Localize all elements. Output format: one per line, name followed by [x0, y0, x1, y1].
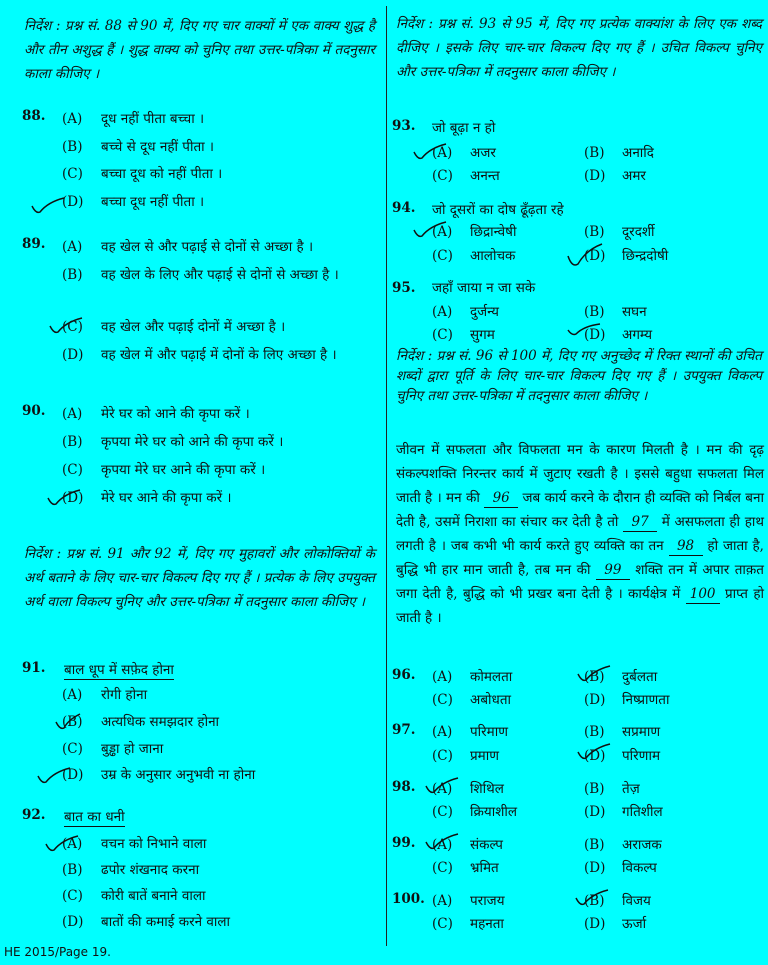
option-a[interactable]: (A) कोमलता	[432, 669, 513, 685]
option-b[interactable]: (B) दूरदर्शी	[584, 224, 655, 240]
option-a[interactable]: (A) दुर्जन्य	[432, 304, 499, 320]
instructions-93-95: निर्देश : प्रश्न सं. 93 से 95 में, दिए गए प्रत्येक वाक्यांश के लिए एक शब्द दीजिए । इसके लिए चार-चार विकल्प दिए गए हैं । उचित विकल्प चुनिए और उत्तर-पत्रिका में तदनुसार काला कीजिए ।	[396, 16, 762, 80]
blank-97: 97	[623, 513, 657, 532]
option-b[interactable]: (B) अनादि	[584, 145, 654, 161]
option-a[interactable]: (A) पराजय	[432, 893, 505, 909]
tick-mark-94-d	[566, 242, 606, 274]
tick-mark-100-b	[574, 888, 614, 910]
option-d[interactable]: (D) परिणाम	[584, 748, 661, 764]
question-stem: बाल धूप में सफ़ेद होना	[64, 662, 174, 678]
passage: जीवन में सफलता और विफलता मन के कारण मिलती है । मन की दृढ़ संकल्पशक्ति निरन्तर कार्य में जुटाए रखती है । इससे बहुधा सफलता मिल जाती है । मन की 96 जब कार्य करने के दौरान ही व्यक्ति को निर्बल बना देती है, उसमें निराशा का संचार कर देती है तो 97 में असफलता ही हाथ लगती है । जब कभी भी कार्य करते हुए व्यक्ति का तन 98 हो जाता है, बुद्धि भी हार मान जाती है, तब मन की 99 शक्ति तन में अपार ताक़त जगा देती है, बुद्धि को भी प्रखर बना देती है । कार्यक्षेत्र में 100 प्राप्त हो जाती है ।	[396, 442, 765, 626]
tick-mark-99-a	[424, 832, 464, 854]
question-number: 96.	[392, 667, 416, 683]
blank-98: 98	[669, 537, 703, 556]
option-a[interactable]: (A) छिद्रान्वेषी	[432, 224, 517, 240]
tick-mark-92-a	[44, 834, 84, 856]
question-stem: जो बूढ़ा न हो	[432, 120, 496, 136]
question-number: 93.	[392, 118, 416, 134]
option-d[interactable]: (D) ऊर्जा	[584, 916, 647, 932]
option-a[interactable]: (A) अजर	[432, 145, 496, 161]
tick-mark-96-b	[576, 664, 616, 686]
question-number: 92.	[22, 807, 46, 823]
question-number: 88.	[22, 108, 46, 124]
blank-96: 96	[484, 489, 518, 508]
tick-mark-95-d	[566, 322, 606, 340]
option-d[interactable]: (D) निष्प्राणता	[584, 692, 670, 708]
tick-mark-88-d	[30, 196, 70, 218]
instructions-91-92: निर्देश : प्रश्न सं. 91 और 92 में, दिए गए मुहावरों और लोकोक्तियों के अर्थ बताने के लिए चार-चार विकल्प दिए गए हैं । प्रत्येक के लिए उपयुक्त अर्थ वाला विकल्प चुनिए और उत्तर-पत्रिका में तदनुसार काला कीजिए ।	[24, 546, 375, 610]
question-number: 100.	[392, 891, 425, 907]
option-a[interactable]: (A) संकल्प	[432, 837, 503, 853]
question-stem: जो दूसरों का दोष ढूँढ़ता रहे	[432, 202, 564, 218]
option-b[interactable]: (B) दुर्बलता	[584, 669, 658, 685]
option-a[interactable]: (A) परिमाण	[432, 724, 509, 740]
tick-mark-90-d	[46, 488, 86, 510]
tick-mark-98-a	[424, 776, 464, 798]
option-b[interactable]: (B) सप्रमाण	[584, 724, 661, 740]
option-d[interactable]: (D) गतिशील	[584, 804, 663, 820]
question-number: 94.	[392, 200, 416, 216]
tick-mark-97-d	[576, 742, 616, 764]
question-number: 91.	[22, 660, 46, 676]
option-d[interactable]: (D) अगम्य	[584, 327, 653, 343]
option-d[interactable]: (D) विकल्प	[584, 860, 657, 876]
tick-mark-91-d	[36, 766, 76, 788]
option-c[interactable]: (C) महनता	[432, 916, 504, 932]
option-b[interactable]: (B) तेज़	[584, 781, 640, 797]
column-divider	[386, 6, 387, 946]
option-b[interactable]: (B) अराजक	[584, 837, 662, 853]
instructions-88-90: निर्देश : प्रश्न सं. 88 से 90 में, दिए गए चार वाक्यों में एक वाक्य शुद्ध है और तीन अशुद्ध हैं । शुद्ध वाक्य को चुनिए तथा उत्तर-पत्रिका में तदनुसार काला कीजिए ।	[24, 18, 375, 82]
option-c[interactable]: (C) भ्रमित	[432, 860, 499, 876]
option-c[interactable]: (C) प्रमाण	[432, 748, 500, 764]
blank-99: 99	[596, 561, 630, 580]
option-c[interactable]: (C) आलोचक	[432, 248, 516, 264]
tick-mark-93-a	[412, 142, 452, 164]
option-d[interactable]: (D) छिन्द्रदोषी	[584, 248, 669, 264]
tick-mark-94-a	[412, 220, 452, 242]
tick-mark-91-b	[54, 712, 84, 734]
option-c[interactable]: (C) सुगम	[432, 327, 495, 343]
option-c[interactable]: (C) अनन्त	[432, 168, 500, 184]
option-c[interactable]: (C) अबोधता	[432, 692, 512, 708]
option-d[interactable]: (D) अमर	[584, 168, 646, 184]
option-b[interactable]: (B) सघन	[584, 304, 647, 320]
question-number: 98.	[392, 779, 416, 795]
option-c[interactable]: (C) क्रियाशील	[432, 804, 518, 820]
question-number: 99.	[392, 835, 416, 851]
page-footer: HE 2015/Page 19.	[4, 945, 111, 959]
tick-mark-89-c	[48, 316, 88, 338]
blank-100: 100	[686, 585, 720, 604]
question-stem: जहाँ जाया न जा सके	[432, 280, 536, 296]
option-a[interactable]: (A) शिथिल	[432, 781, 504, 797]
question-stem: बात का धनी	[64, 809, 125, 825]
question-number: 89.	[22, 236, 46, 252]
question-number: 95.	[392, 280, 416, 296]
option-b[interactable]: (B) विजय	[584, 893, 651, 909]
question-number: 97.	[392, 722, 416, 738]
instructions-96-100: निर्देश : प्रश्न सं. 96 से 100 में, दिए गए अनुच्छेद में रिक्त स्थानों की उचित शब्दों द्वारा पूर्ति के लिए चार-चार विकल्प दिए गए हैं । उपयुक्त विकल्प चुनिए तथा उत्तर-पत्रिका में तदनुसार काला कीजिए ।	[396, 348, 762, 404]
question-number: 90.	[22, 403, 46, 419]
